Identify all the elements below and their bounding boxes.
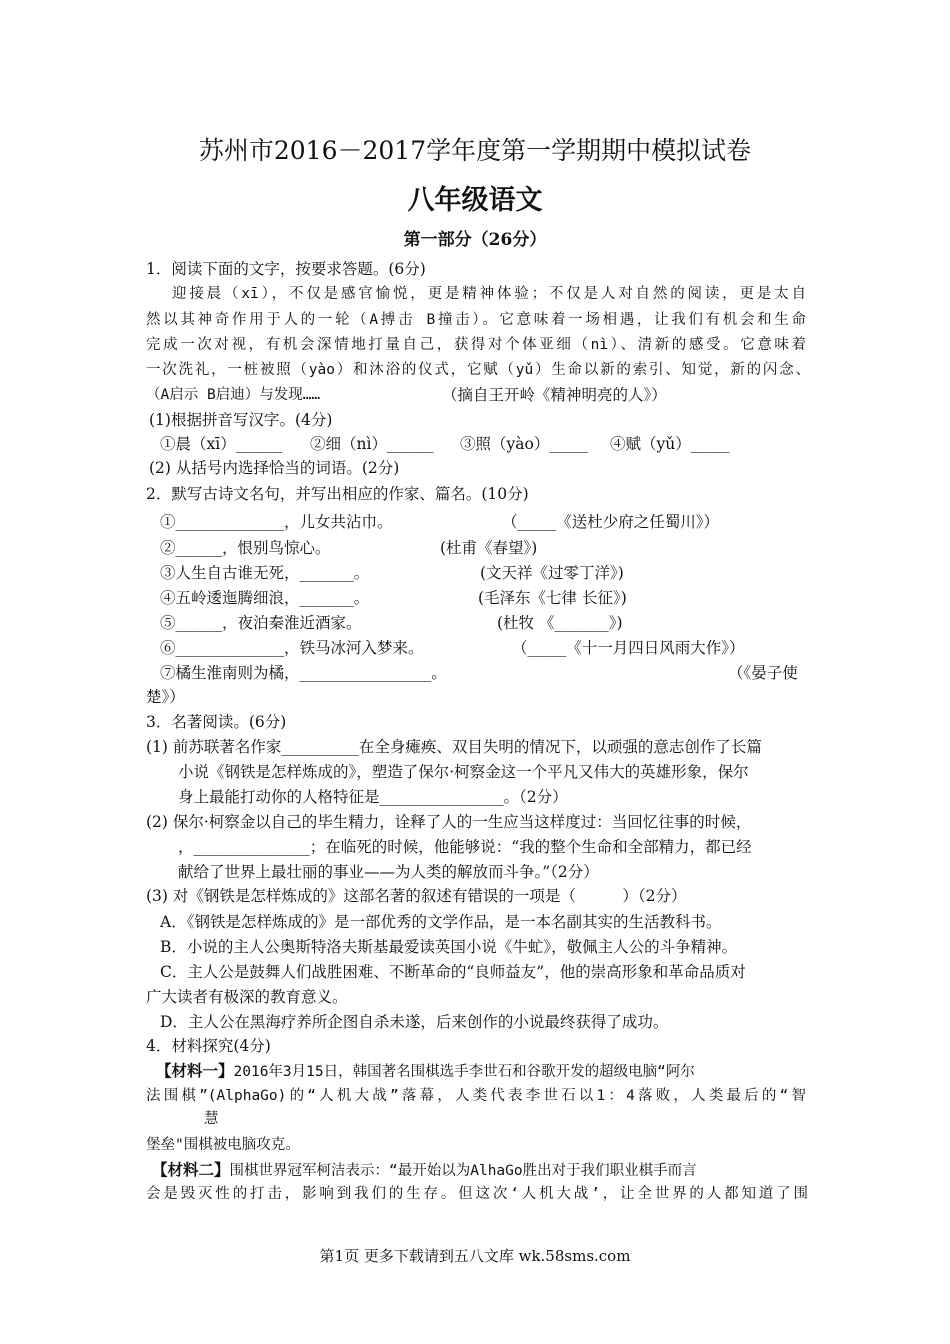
- q1-passage-line: （A启示 B启迪）与发现……: [146, 387, 321, 403]
- material2-label: 【材料二】: [152, 1160, 230, 1179]
- q1-blank-item: ②细（nì）______: [310, 435, 434, 453]
- q1-blank-item: ④赋（yǔ）_____: [610, 435, 730, 453]
- q3-s2-line: (2) 保尔·柯察金以自己的毕生精力，诠释了人的一生应当这样度过：当回忆往事的时候，: [146, 813, 752, 831]
- q2-source: (毛泽东《七律 长征》): [478, 589, 627, 607]
- material2-text: 围棋世界冠军柯洁表示：“最开始以为AlhaGo胜出对于我们职业棋手而言: [229, 1163, 697, 1179]
- q2-source: (文天祥《过零丁洋》): [480, 564, 624, 582]
- q4-material1-line: 慧: [204, 1111, 219, 1127]
- exam-title: 苏州市2016－2017学年度第一学期期中模拟试卷: [198, 136, 752, 165]
- q1-sub1: (1)根据拼音写汉字。(4分): [149, 411, 333, 429]
- q3-s1-line: 小说《钢铁是怎样炼成的》，塑造了保尔·柯察金这一个平凡又伟大的英雄形象，保尔: [178, 763, 749, 781]
- material1-label: 【材料一】: [156, 1061, 234, 1080]
- q4-material1-line: 法围棋”(AlphaGo)的“人机大战”落幕，人类代表李世石以1：4落败，人类最后的“智: [146, 1088, 806, 1104]
- q2-source: (杜甫《春望》): [440, 539, 538, 557]
- q2-line: ④五岭逶迤腾细浪，_______。: [160, 589, 370, 607]
- q2-line: ⑤______，夜泊秦淮近酒家。: [160, 614, 362, 632]
- q2-line: ⑥______________，铁马冰河入梦来。: [160, 639, 424, 657]
- part-title: 第一部分（26分）: [403, 230, 547, 250]
- q1-source: （摘自王开岭《精神明亮的人》）: [442, 386, 667, 404]
- q2-source: (杜牧 《_______》): [497, 614, 623, 632]
- q4-material1-line: [156, 1061, 695, 1082]
- q3-s2-line: 献给了世界上最壮丽的事业——为人类的解放而斗争。”（2分）: [178, 863, 599, 881]
- q4-material2-line: [152, 1160, 697, 1181]
- q3-s1-line: 身上最能打动你的人格特征是________________。（2分）: [178, 788, 568, 806]
- q3-option-a: A．《钢铁是怎样炼成的》是一部优秀的文学作品，是一本名副其实的生活教科书。: [160, 913, 722, 931]
- page-footer: 第1页 更多下载请到五八文库 wk.58sms.com: [319, 1247, 631, 1265]
- q1-blank-item: ①晨（xī）______: [160, 435, 283, 453]
- q3-option-c-cont: 广大读者有极深的教育意义。: [146, 988, 348, 1006]
- q3-s3-emphasis: 错: [467, 887, 483, 905]
- q1-sub2: (2) 从括号内选择恰当的词语。(2分): [149, 459, 400, 477]
- q3-option-d: D．主人公在黑海疗养所企图自杀未遂，后来创作的小说最终获得了成功。: [160, 1013, 669, 1031]
- q3-s3-line: [146, 886, 687, 906]
- q1-passage-line: 一次洗礼，一桩被照（yào）和沐浴的仪式，它赋（yǔ）生命以新的索引、知觉，新的闪念、: [146, 362, 810, 378]
- material1-text: 2016年3月15日，韩国著名围棋选手李世石和谷歌开发的超级电脑“阿尔: [233, 1064, 695, 1080]
- q3-s3-text: (3) 对《钢铁是怎样炼成的》这部名著的叙述有: [146, 887, 468, 905]
- q4-material2-line: 会是毁灭性的打击，影响到我们的生存。但这次‘人机大战’，让全世界的人都知道了围: [146, 1186, 808, 1202]
- q3-s1-line: (1) 前苏联著名作家__________在全身瘫痪、双目失明的情况下，以顽强的意志创作了长篇: [146, 738, 762, 756]
- q3-s3-text: 误的一项是（ ）（2分）: [482, 887, 687, 905]
- subject-title: 八年级语文: [407, 185, 543, 216]
- q2-tail: 楚》）: [146, 688, 185, 706]
- q1-blank-item: ③照（yào）_____: [460, 435, 589, 453]
- q2-source: （_____《十一月四日风雨大作》）: [512, 639, 745, 657]
- q3-option-c: C．主人公是鼓舞人们战胜困难、不断革命的“良师益友”，他的崇高形象和革命品质对: [160, 963, 746, 981]
- q2-source: （_____《送杜少府之任蜀川》）: [502, 513, 720, 531]
- q3-s2-line: ，_______________；在临死的时候，他能够说：“我的整个生命和全部精力，都已经: [178, 838, 752, 856]
- q1-passage-line: 完成一次对视，有机会深情地打量自己，获得对个体亚细（nì）、清新的感受。它意味着: [146, 337, 806, 353]
- q2-line: ⑦橘生淮南则为橘，_________________。: [160, 664, 447, 682]
- q3-stem: 3．名著阅读。(6分): [146, 713, 287, 731]
- q4-stem: 4．材料探究(4分): [146, 1037, 271, 1055]
- q1-passage-line: 迎接晨（xī），不仅是感官愉悦，更是精神体验；不仅是人对自然的阅读，更是太自: [172, 286, 806, 302]
- q2-line: ②______，恨别鸟惊心。: [160, 539, 331, 557]
- q2-line: ③人生自古谁无死，_______。: [160, 564, 370, 582]
- q1-passage-line: 然以其神奇作用于人的一轮（A搏击 B撞击）。它意味着一场相遇，让我们有机会和生命: [146, 312, 806, 328]
- q2-source: （《晏子使: [728, 664, 798, 682]
- q2-line: ①______________，儿女共沾巾。: [160, 513, 393, 531]
- q1-stem: 1．阅读下面的文字，按要求答题。(6分): [146, 260, 426, 278]
- q4-material1-line: 堡垒"围棋被电脑攻克。: [146, 1137, 300, 1153]
- q2-stem: 2．默写古诗文名句，并写出相应的作家、篇名。(10分): [146, 485, 529, 503]
- q3-option-b: B．小说的主人公奥斯特洛夫斯基最爱读英国小说《牛虻》，敬佩主人公的斗争精神。: [160, 938, 738, 956]
